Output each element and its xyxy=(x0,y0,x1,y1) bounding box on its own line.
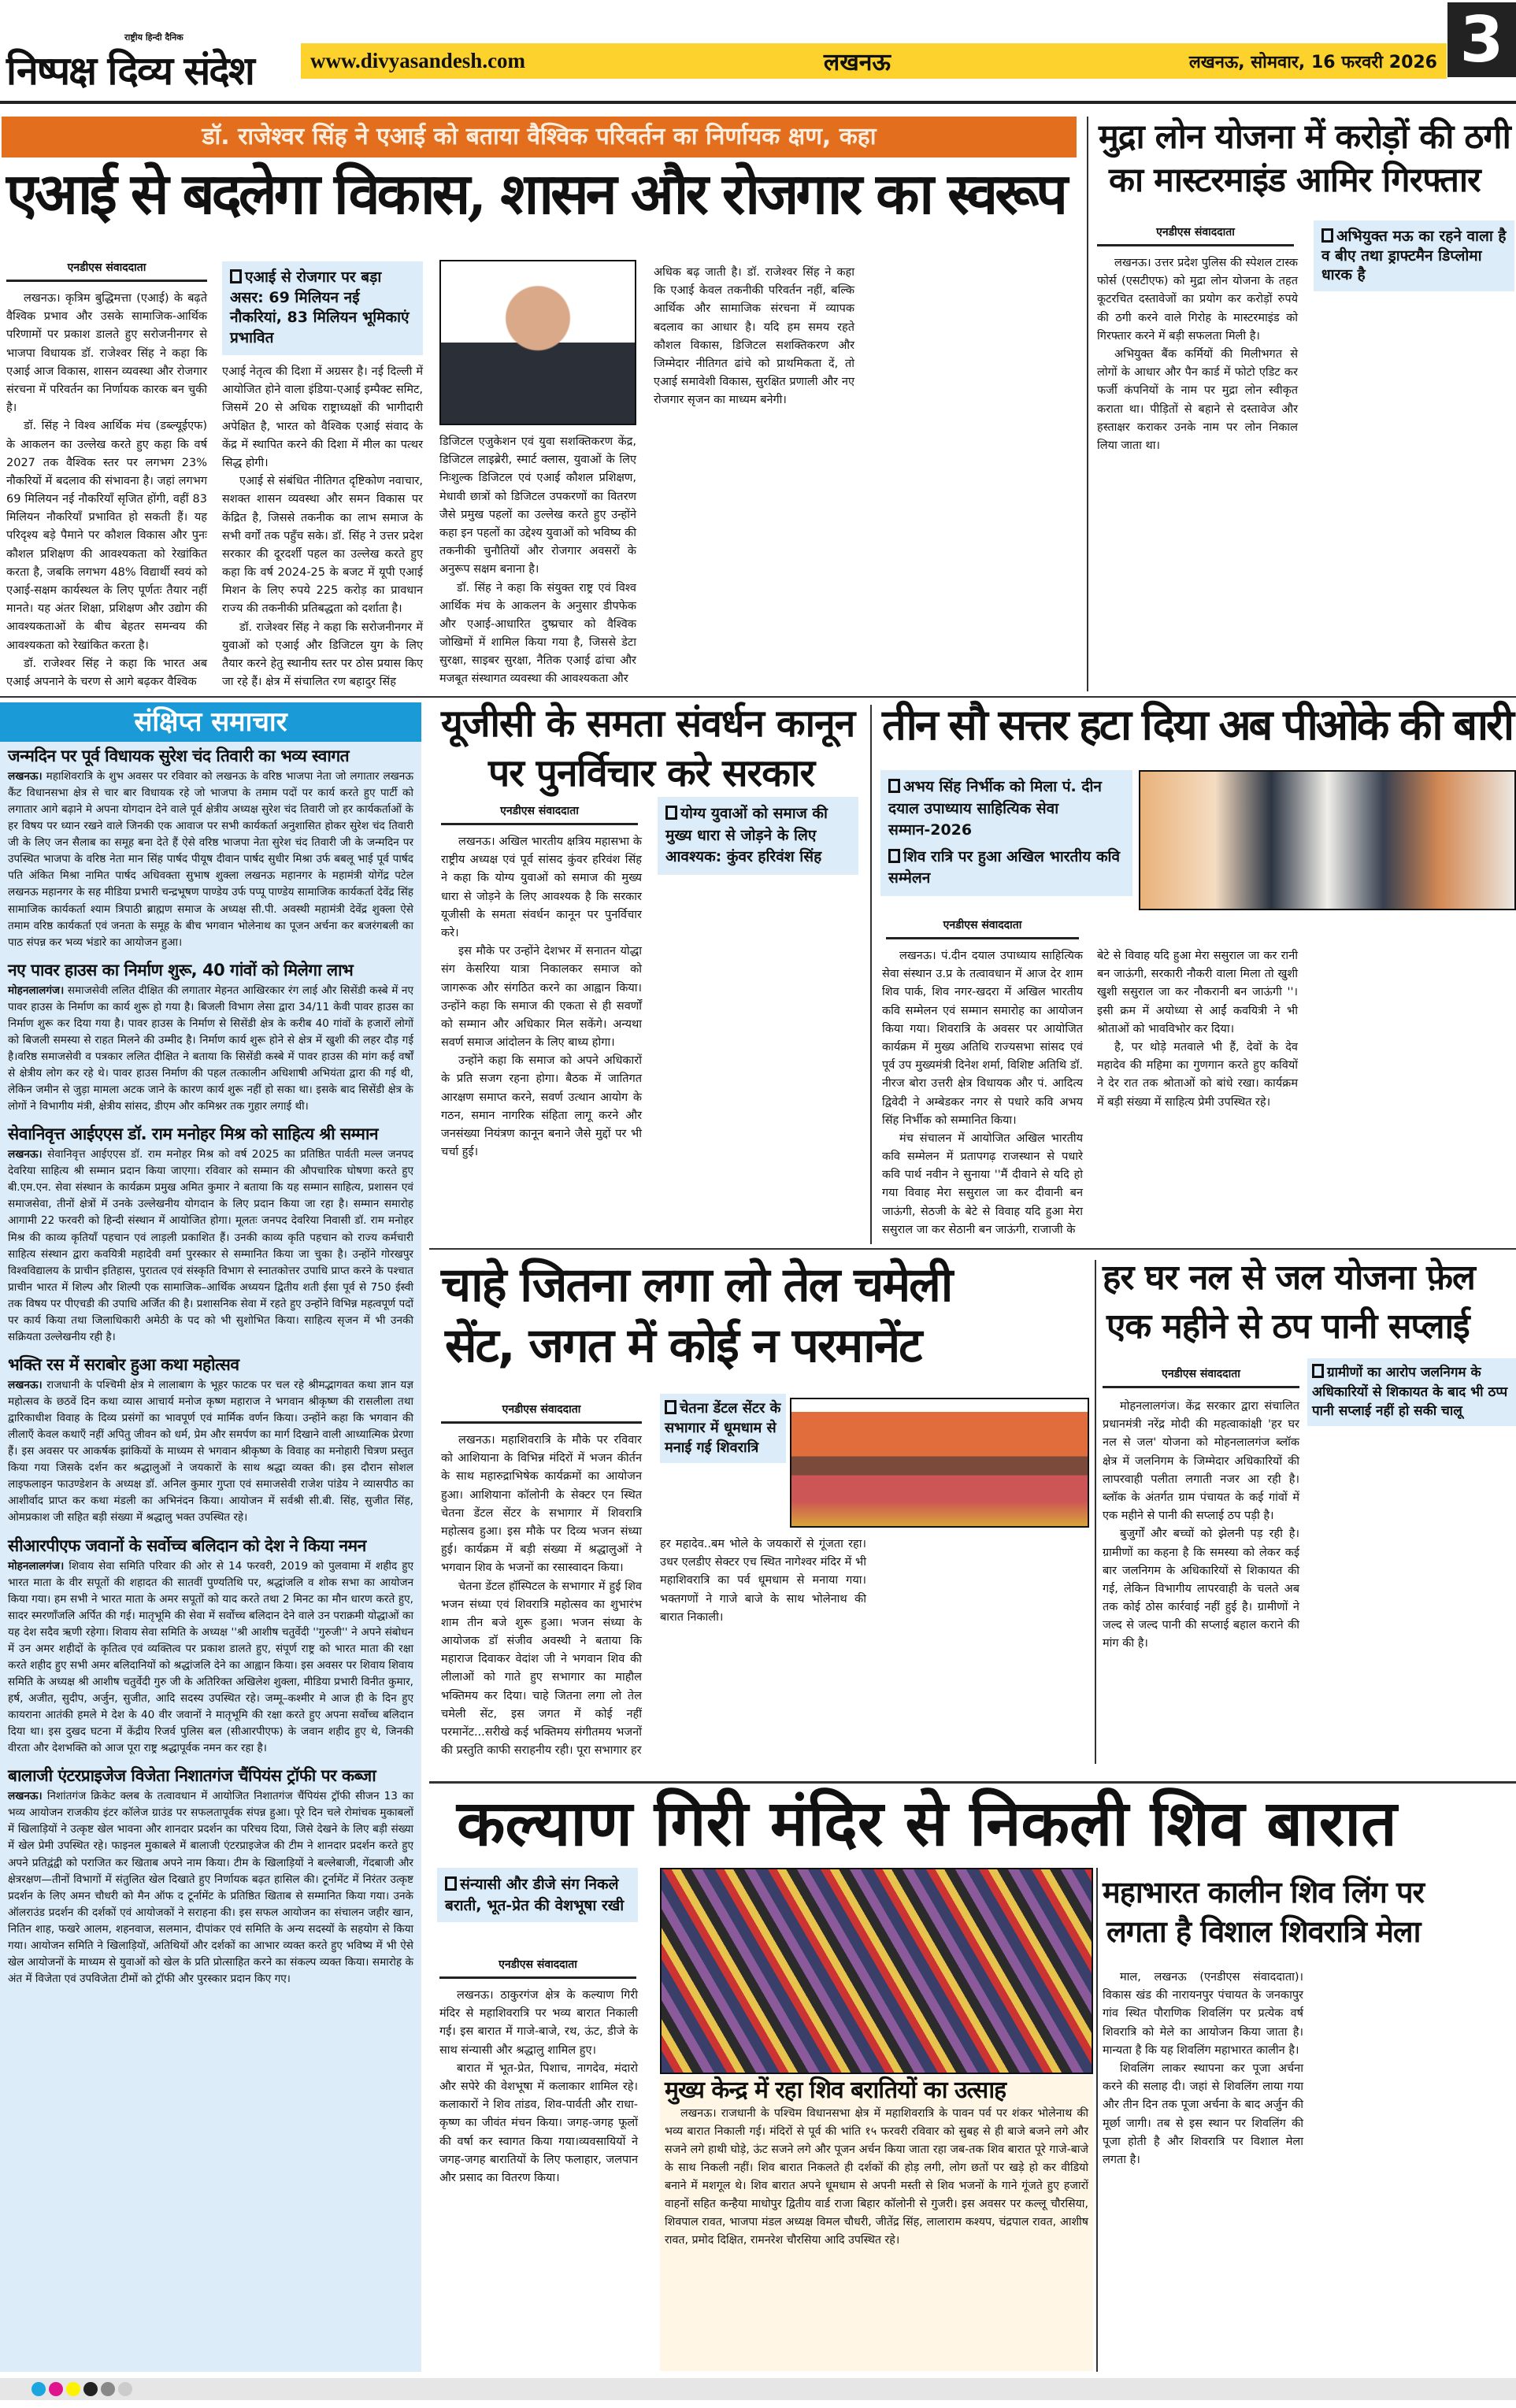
article-paragraph: मंच संचालन में आयोजित अखिल भारतीय कवि सम्मेलन में प्रतापगढ़ राजस्थान से पधारे कवि पार्थ नवीन ने सुनाया ''मैं दीवाने से यदि हो गया विवाह मेरा ससुराल जा कर दीवानी बन जाऊंगी, सेठजी के बेटे से विवाह यदि हुआ मेरा ससुराल जा कर सेठानी बन जाऊंगी, राजाजी के xyxy=(882,1132,1083,1236)
lead-highlight-text: एआई से रोजगार पर बड़ा असर: 69 मिलियन नई नौकरियां, 83 मिलियन भूमिकाएं प्रभावित xyxy=(230,269,410,346)
nal-byline: एनडीएस संवाददाता xyxy=(1103,1366,1299,1388)
mudra-body-column xyxy=(1097,254,1298,691)
brief-text: लखनऊ। महाशिवरात्रि के शुभ अवसर पर रविवार को लखनऊ के वरिष्ठ भाजपा नेता जो लगातार लखनऊ कैंट विधानसभा क्षेत्र से चार बार विधायक रहे जो भाजपा के तमाम पदों पर कार्य करते हुए पार्टी को लगातार आगे बढ़ाने मे अपना योगदान देने वाले पूर्व क्षेत्रीय अध्यक्ष सुरेश चंद तिवारी जो हर कार्यकर्ताओं के हर विषय पर ध्यान रखने वाले जिनकी एक आवाज पर सभी कार्यकर्ता अनुशासित होकर सुरेश चंद तिवारी जी के लिए जन सैलाब का समूह बना देते हैं ऐसे वरिष्ठ भाजपा नेता सुरेश चंद तिवारी जी के जन्मदिन पर उपस्थित भाजपा के वरिष्ठ नेता मान सिंह पार्षद पीयूष दीवान पार्षद सुधीर मिश्रा उर्फ बबलू भाई पूर्व पार्षद पति अंकित मिश्रा नामित पार्षद अधिवक्ता सुभाष शुक्ला लखनऊ महानगर के महामंत्री योगेंद्र पटेल लखनऊ महानगर के सह मीडिया प्रभारी चन्द्रभूषण पाण्डेय उर्फ पप्पू पाण्डेय सामाजिक कार्यकर्ता देवेंद्र सिंह सामाजिक कार्यकर्ता श्याम त्रिपाठी ब्राह्मण समाज के अध्यक्ष सी.पी. अवस्थी महामंत्री देवेंद्र शुक्ला ऐसे तमाम वरिष्ठ कार्यकर्ता एवं जनता के समूह के बीच भगवान भोलेनाथ का पूजन अर्चना कर बजरंगबली का पाठ संपन्न कर भव्य भंडारे का आयोजन हुआ। xyxy=(8,770,413,949)
brief-dateline: लखनऊ। xyxy=(8,1378,43,1391)
lead-body-column xyxy=(6,290,207,691)
registration-dot xyxy=(32,2382,46,2396)
barat-sub-story xyxy=(660,2076,1093,2371)
article-paragraph: डॉ. राजेश्वर सिंह ने कहा कि भारत अब एआई अपनाने के चरण से आगे बढ़कर वैश्विक xyxy=(6,657,207,688)
ugc-byline: एनडीएस संवाददाता xyxy=(441,803,638,825)
mudra-highlight-text: अभियुक्त मऊ का रहने वाला है व बीए तथा ड्राफ्टमैन डिप्लोमा धारक है xyxy=(1321,228,1507,284)
lead-body-column xyxy=(439,433,636,691)
article-paragraph: डॉ. राजेश्वर सिंह ने कहा कि सरोजनीनगर में युवाओं को एआई और डिजिटल युग के लिए तैयार करने हेतु स्थानीय स्तर पर ठोस प्रयास किए जा रहे हैं। क्षेत्र में संचालित रण बहादुर सिंह xyxy=(222,621,423,689)
barat-highlight-text: संन्यासी और डीजे संग निकले बराती, भूत-प्रेत की वेशभूषा रखी xyxy=(445,1876,625,1914)
briefs-header: संक्षिप्त समाचार xyxy=(0,702,421,742)
article-paragraph-continued: डिजिटल एजुकेशन एवं युवा सशक्तिकरण केंद्र, डिजिटल लाइब्रेरी, स्मार्ट क्लास, युवाओं के लिए निःशुल्क डिजिटल एवं एआई कौशल प्रशिक्षण, मेधावी छात्रों को डिजिटल उपकरणों का वितरण जैसे प्रमुख पहलों का उल्लेख करते हुए उन्होंने कहा इन पहलों का उद्देश्य युवाओं को भविष्य की तकनीकी चुनौतियों और रोजगार अवसरों के अनुरूप सक्षम बनाना है। xyxy=(439,435,636,576)
ugc-headline-line2: पर पुनर्विचार करे सरकार xyxy=(488,751,815,795)
column-divider xyxy=(1087,117,1088,691)
article-paragraph: उन्होंने कहा कि समाज को अपने अधिकारों के प्रति सजग रहना होगा। बैठक में जातिगत आरक्षण समाप्त करने, सवर्ण उत्थान आयोग के गठन, समान नागरिक संहिता लागू करने और जनसंख्या नियंत्रण कानून बनाने जैसे मुद्दों पर भी चर्चा हुई। xyxy=(441,1054,642,1159)
registration-dot xyxy=(101,2382,115,2396)
bullet-square-icon xyxy=(665,1400,676,1414)
pok-headline: तीन सौ सत्तर हटा दिया अब पीओके की बारी xyxy=(882,700,1512,750)
brief-item xyxy=(0,1532,421,1762)
barat-body-column xyxy=(439,1987,638,2372)
mudra-body-column xyxy=(1314,299,1514,691)
bullet-square-icon xyxy=(888,849,900,863)
brief-dateline: मोहनलालगंज। xyxy=(8,984,65,997)
brief-text: मोहनलालगंज। शिवाय सेवा समिति परिवार की ओर से 14 फरवरी, 2019 को पुलवामा में शहीद हुए भारत माता के वीर सपूतों की शहादत की सातवीं पुण्यतिथि पर, श्रद्धांजलि व शोक सभा का आयोजन किया गया। हम सभी ने भारत माता के अमर सपूतों को याद करते तथा 2 मिनट का मौन धारण करते हुए, सादर स्मरणाँजलि अर्पित की गई। मातृभूमि की सेवा में सर्वोच्च बलिदान देने वाले उन पराक्रमी योद्धाओं का यह देश सदैव ऋणी रहेगा। शिवाय सेवा समिति के अध्यक्ष ''श्री आशीष चतुर्वेदी ''गुरुजी'' ने अपने संबोधन में उन अमर शहीदों के कृतित्व एवं व्यक्तित्व पर प्रकाश डालते हुए, संपूर्ण राष्ट्र को भारत माता की रक्षा करते शहीद हुए सभी अमर बलिदानियों को श्रद्धांजलि देने का आह्वान किया। इस अवसर पर शिवाय शिवाय समिति के अध्यक्ष श्री आशीष चतुर्वेदी गुरु जी के अतिरिक्त अखिलेश शुक्ला, मीडिया प्रभारी विनीत कुमार, हर्ष, अजीत, सुदीप, अर्जुन, सुजीत, आदि सदस्य उपस्थित रहे। जम्मू–कश्मीर मे आज ही के दिन हुए कायराना आतंकी हमले मे देश के 40 वीर जवानों ने मातृभूमि की रक्षा करते हुए अपना सर्वोच्च बलिदान दिया था। इस दुखद घटना में केंद्रीय रिजर्व पुलिस बल (सीआरपीएफ) के जवान शहीद हुए थे, जिनकी वीरता और देशभक्ति को आज पूरा राष्ट्र श्रद्धापूर्वक नमन कर रहा है। xyxy=(8,1559,413,1755)
article-paragraph: एआई से संबंधित नीतिगत दृष्टिकोण नवाचार, सशक्त शासन व्यवस्था और समन विकास पर केंद्रित है, जिससे तकनीक का लाभ समाज के सभी वर्गों तक पहुँच सके। डॉ. सिंह ने उत्तर प्रदेश सरकार की दूरदर्शी पहल का उल्लेख करते हुए कहा कि वर्ष 2024-25 के बजट में यूपी एआई मिशन के लिए रुपये 225 करोड़ का प्रावधान राज्य की तकनीकी प्रतिबद्धता को दर्शाता है। xyxy=(222,475,423,616)
mahabharat-body-column xyxy=(1103,1969,1303,2372)
mahabharat-body-column xyxy=(1315,1969,1516,2372)
article-paragraph-continued: एआई नेतृत्व की दिशा में अग्रसर है। नई दिल्ली में आयोजित होने वाला इंडिया-एआई इम्पैक्ट समिट, जिसमें 20 से अधिक राष्ट्राध्यक्षों की भागीदारी अपेक्षित है, भारत को वैश्विक एआई संवाद के केंद्र में स्थापित करने की दिशा में मील का पत्थर सिद्ध होगी। xyxy=(222,365,423,469)
article-paragraph: बुजुर्गों और बच्चों को झेलनी पड़ रही है।ग्रामीणों का कहना है कि समस्या को लेकर कई बार जलनिगम के अधिकारियों से शिकायत की गई, लेकिन विभागीय लापरवाही के चलते अब तक कोई ठोस कार्रवाई नहीं हुई है। ग्रामीणों ने जल्द से जल्द पानी की सप्लाई बहाल कराने की मांग की है। xyxy=(1103,1528,1299,1650)
mudra-headline-line2: का मास्टरमाइंड आमिर गिरफ्तार xyxy=(1109,161,1481,200)
brief-dateline: लखनऊ। xyxy=(8,1148,43,1161)
brief-dateline: लखनऊ। xyxy=(8,770,43,783)
brief-headline: बालाजी एंटरप्राइजेज विजेता निशातगंज चैंपियंस ट्रॉफी पर कब्जा xyxy=(8,1766,376,1786)
brief-item xyxy=(0,742,421,956)
nal-highlight-text: ग्रामीणों का आरोप जलनिगम के अधिकारियों से शिकायत के बाद भी ठप्प पानी सप्लाई नहीं हो सकी चालू xyxy=(1312,1365,1508,1420)
lead-kicker: डॉ. राजेश्वर सिंह ने एआई को बताया वैश्विक परिवर्तन का निर्णायक क्षण, कहा xyxy=(2,117,1077,157)
brief-item xyxy=(0,1350,421,1532)
website-link[interactable]: www.divyasandesh.com xyxy=(310,49,526,72)
brief-item xyxy=(0,1762,421,1992)
ugc-body-column xyxy=(441,833,642,1243)
mahabharat-headline-line1: महाभारत कालीन शिव लिंग पर xyxy=(1103,1875,1425,1910)
pok-highlight-box xyxy=(880,770,1132,896)
lead-body-column xyxy=(222,363,423,691)
mudra-headline-line1: मुद्रा लोन योजना में करोड़ों की ठगी xyxy=(1099,117,1510,157)
article-paragraph: चेतना डेंटल हॉस्पिटल के सभागार में हुई शिव भजन संध्या एवं शिवरात्रि महोत्सव का शुभारंभ शाम तीन बजे शुरू हुआ। भजन संध्या के आयोजक डॉ संजीव अवस्थी ने बताया कि महाराज दिवाकर वेदांश जी ने भगवान शिव की लीलाओं को गाते हुए सभागार का माहौल भक्तिमय कर दिया। चाहे जितना लगा लो तेल चमेली सेंट, इस जगत में कोई नहीं परमानेंट...सरीखे कई भक्तिमय संगीतमय भजनों की प्रस्तुति काफी सराहनीय रही। पूरा सभागार हर xyxy=(441,1580,642,1758)
bullet-square-icon xyxy=(230,269,242,283)
brief-item xyxy=(0,956,421,1121)
article-paragraph: लखनऊ। उत्तर प्रदेश पुलिस की स्पेशल टास्क फोर्स (एसटीएफ) को मुद्रा लोन योजना के तहत कूटरचित दस्तावेजों का प्रयोग कर करोड़ों रुपये की ठगी करने वाले गिरोह के मास्टरमाइंड को गिरफ्तार करने में बड़ी सफलता मिली है। xyxy=(1097,257,1298,343)
logo-text: निष्पक्ष दिव्य संदेश xyxy=(6,47,254,94)
brief-text: मोहनलालगंज। समाजसेवी ललित दीक्षित की लगातार मेहनत आखिरकार रंग लाई और सिसेंडी कस्बे में नए पावर हाउस के निर्माण का कार्य शुरू हो गया है। बिजली विभाग लेसा द्वारा 34/11 केवी पावर हाउस का निर्माण शुरू कर दिया गया है। पावर हाउस के निर्माण से सिसेंडी क्षेत्र के करीब 40 गांवों के हजारों लोगों को बिजली समस्या से राहत मिलने की उम्मीद है। निर्माण कार्य शुरू होने से क्षेत्र में खुशी की लहर दौड़ गई है।वरिष्ठ समाजसेवी व पत्रकार ललित दीक्षित ने बताया कि सिसेंडी कस्बे में पावर हाउस की मांग कई वर्षों से क्षेत्रीय लोग कर रहे थे। पावर हाउस निर्माण की पहल तत्कालीन अधिशाषी अभियंता द्वारा की गई थी, लेकिन जमीन से जुड़ा मामला अटक जाने के कारण कार्य शुरू नहीं हो सका था। इसके बाद सिसेंडी क्षेत्र के लोगों ने विभागीय मंत्री, क्षेत्रीय सांसद, डीएम और कमिश्नर तक गुहार लगाई थी। xyxy=(8,984,413,1113)
brief-headline: सीआरपीएफ जवानों के सर्वोच्च बलिदान को देश ने किया नमन xyxy=(8,1536,366,1555)
chameli-byline: एनडीएस संवाददाता xyxy=(441,1402,642,1424)
nal-headline-line1: हर घर नल से जल योजना फ़ेल xyxy=(1103,1258,1475,1298)
page-number: 3 xyxy=(1447,2,1516,77)
mudra-highlight-box xyxy=(1314,220,1514,291)
mudra-byline: एनडीएस संवाददाता xyxy=(1097,224,1294,246)
article-paragraph: डॉ. सिंह ने कहा कि संयुक्त राष्ट्र एवं विश्व आर्थिक मंच के आकलन के अनुसार डीपफेक और एआई-आधारित दुष्प्रचार को वैश्विक जोखिमों में शामिल किया गया है, जिससे डेटा सुरक्षा, साइबर सुरक्षा, नैतिक एआई ढांचा और मजबूत संस्थागत व्यवस्था की आवश्यकता और xyxy=(439,581,636,686)
bullet-square-icon xyxy=(445,1876,457,1891)
masthead-divider xyxy=(0,101,1516,104)
newspaper-logo xyxy=(6,31,290,98)
award-ceremony-photo xyxy=(1139,770,1516,910)
pok-highlight-1: अभय सिंह निर्भीक को मिला पं. दीन दयाल उपाध्याय साहित्यिक सेवा सम्मान-2026 xyxy=(888,778,1102,839)
print-registration-marks xyxy=(32,2382,132,2396)
article-paragraph: माल, लखनऊ (एनडीएस संवाददाता)। विकास खंड की नारायनपुर पंचायत के जनकापुर गांव स्थित पौराणिक शिवलिंग पर प्रत्येक वर्ष शिवरात्रि को मेले का आयोजन किया जाता है। मान्यता है कि यह शिवलिंग महाभारत कालीन है। xyxy=(1103,1971,1303,2057)
section-divider xyxy=(0,696,1516,698)
ugc-headline-line1: यूजीसी के समता संवर्धन कानून xyxy=(441,702,855,746)
chameli-body-column xyxy=(882,1536,1089,1776)
chameli-highlight-box xyxy=(660,1394,786,1463)
brief-headline: जन्मदिन पर पूर्व विधायक सुरेश चंद तिवारी का भव्य स्वागत xyxy=(8,746,350,765)
barat-byline: एनडीएस संवाददाता xyxy=(439,1957,636,1979)
ugc-highlight-text: योग्य युवाओं को समाज की मुख्य धारा से जोड़ने के लिए आवश्यक: कुंवर हरिवंश सिंह xyxy=(665,805,828,866)
masthead-band xyxy=(301,43,1447,79)
barat-sub-headline: मुख्य केन्द्र में रहा शिव बरातियों का उत्साह xyxy=(665,2076,1006,2104)
brief-text: लखनऊ। सेवानिवृत्त आईएएस डॉ. राम मनोहर मिश्र को वर्ष 2025 का प्रतिष्ठित पार्वती मल्ल जनपद देवरिया साहित्य श्री सम्मान प्रदान किया जाएगा। रविवार को सम्मान की औपचारिक घोषणा करते हुए बी.एम.एन. सेवा संस्थान के कार्यक्रम प्रमुख अमित कुमार ने बताया कि यह सम्मान साहित्य, प्रशासन एवं समाजसेवा, तीनों क्षेत्रों में उनके उल्लेखनीय योगदान के लिए प्रदान किया जा रहा है। सम्मान समारोह आगामी 22 फरवरी को हिन्दी संस्थान में आयोजित होगा। मूलतः जनपद देवरिया निवासी डॉ. राम मनोहर मिश्र की काव्य कृतियाँ पहचान एवं लाड़ली प्रकाशित हैं। उनकी काव्य कृति पहचान को राज्य कर्मचारी साहित्य संस्थान द्वारा कवयित्री महादेवी वर्मा पुरस्कार से सम्मानित किया जा चुका है। उन्होंने गोरखपुर विश्वविद्यालय के प्राचीन इतिहास, पुरातत्व एवं संस्कृति विभाग से स्नातकोत्तर उपाधि प्राप्त करने के पश्चात प्राचीन भारत में शिल्प और शिल्पी एक सामाजिक–आर्थिक अध्ययन द्वितीय शती ईसा पूर्व से 750 ईस्वी तक विषय पर पीएचडी की उपाधि अर्जित की है। प्रशासनिक सेवा में रहते हुए उन्होंने विभिन्न महत्वपूर्ण पदों पर कार्य किया तथा जिलाधिकारी अमेठी के पद को भी सुशोभित किया। साहित्य सृजन में भी उनकी सक्रियता उल्लेखनीय रही है। xyxy=(8,1148,413,1343)
column-divider xyxy=(1095,1260,1096,1764)
brief-text: लखनऊ। राजधानी के पश्चिमी क्षेत्र मे लालाबाग के भूहर फाटक पर चल रहे श्रीमद्भागवत कथा ज्ञान यज्ञ महोत्सव के छठवें दिन कथा व्यास आचार्य मनोज कृष्ण महाराज ने भगवान श्रीकृष्ण की रासलीला तथा द्वारिकाधीश विवाह के दिव्य प्रसंगों का भावपूर्ण एवं मार्मिक वर्णन किया। उन्होंने कहा कि भगवान की लीलाएँ केवल कथाएँ नहीं अपितु जीवन को धर्म, प्रेम और समर्पण का मार्ग दिखाने वाली आध्यात्मिक प्रेरणा हैं। इस अवसर पर आकर्षक झांकियों के माध्यम से भगवान श्रीकृष्ण के विवाह का मनोहारी चित्रण प्रस्तुत किया गया जिसके दर्शन कर श्रद्धालुओं ने जयकारों के साथ श्रद्धा व्यक्त की। इस दौरान सोशल लाइफलाइन फाउण्डेशन के अध्यक्ष डॉ. अनिल कुमार गुप्ता एवं समाजसेवी राजेश पांडेय ने व्यासपीठ का आशीर्वाद प्राप्त कर कथा मंडली का अभिनंदन किया। आयोजन में सर्वश्री सी.बी. सिंह, सुजीत सिंह, ओमप्रकाश जी सहित बड़ी संख्या में श्रद्धालु भक्त उपस्थित रहे। xyxy=(8,1378,413,1524)
brief-item xyxy=(0,1120,421,1350)
article-paragraph: लखनऊ। ठाकुरगंज क्षेत्र के कल्याण गिरी मंदिर से महाशिवरात्रि पर भव्य बारात निकाली गई। इस बारात में गाजे-बाजे, रथ, ऊंट, डीजे के साथ संन्यासी और श्रद्धालु शामिल हुए। xyxy=(439,1989,638,2057)
barat-highlight-box xyxy=(437,1868,638,1922)
article-paragraph: बारात में भूत-प्रेत, पिशाच, नागदेव, मंदारो और सपेरे की वेशभूषा में कलाकार शामिल रहे।कलाकारों ने शिव तांडव, शिव-पार्वती और राधा-कृष्ण का जीवंत मंचन किया। जगह-जगह फूलों की वर्षा कर स्वागत किया गया।व्यवसायियों ने जगह-जगह बारातियों के लिए फलाहार, जलपान और प्रसाद का वितरण किया। xyxy=(439,2062,638,2184)
ugc-highlight-box xyxy=(658,797,858,875)
brief-headline: नए पावर हाउस का निर्माण शुरू, 40 गांवों को मिलेगा लाभ xyxy=(8,960,354,980)
article-paragraph: लखनऊ। महाशिवरात्रि के मौके पर रविवार को आशियाना के विभिन्न मंदिरों में भजन कीर्तन के साथ महारुद्राभिषेक कार्यक्रमों का आयोजन हुआ। आशियाना कॉलोनी के सेक्टर एन स्थित चेतना डेंटल सेंटर के सभागार में शिवरात्रि महोत्सव हुआ। इस मौके पर दिव्य भजन संध्या हुई। कार्यक्रम में बड़ी संख्या में श्रद्धालुओं ने भगवान शिव के भजनों का रसास्वादन किया। xyxy=(441,1434,642,1575)
pok-highlight-2: शिव रात्रि पर हुआ अखिल भारतीय कवि सम्मेलन xyxy=(888,847,1121,887)
nal-body-column xyxy=(1103,1398,1299,1773)
bullet-square-icon xyxy=(1312,1364,1324,1378)
registration-dot xyxy=(49,2382,63,2396)
lead-body-column xyxy=(654,264,854,691)
section-divider xyxy=(429,1781,1516,1784)
section-divider xyxy=(429,1248,1516,1250)
article-paragraph: मोहनलालगंज। केंद्र सरकार द्वारा संचालित प्रधानमंत्री नरेंद्र मोदी की महत्वाकांक्षी 'हर घर नल से जल' योजना को मोहनलालगंज ब्लॉक क्षेत्र में जलनिगम के जिम्मेदार अधिकारियों की लापरवाही पलीता लगाती नजर आ रही है। ब्लॉक के अंतर्गत ग्राम पंचायत के कई गांवों में एक महीने से पानी की सप्लाई ठप पड़ी है। xyxy=(1103,1400,1299,1523)
lead-byline: एनडीएस संवाददाता xyxy=(6,260,207,282)
article-paragraph: है, पर थोड़े मतवाले भी हैं, देवों के देव महादेव की महिमा का गुणगान करते हुए कवियों ने देर रात तक श्रोताओं को बांधे रखा। कार्यक्रम में बड़ी संख्या में साहित्य प्रेमी उपस्थित रहे। xyxy=(1097,1040,1298,1109)
chameli-headline-line1: चाहे जितना लगा लो तेल चमेली xyxy=(441,1258,952,1313)
article-paragraph: लखनऊ। कृत्रिम बुद्धिमत्ता (एआई) के बढ़ते वैश्विक प्रभाव और उसके सामाजिक-आर्थिक परिणामों पर प्रकाश डालते हुए सरोजनीनगर से भाजपा विधायक डॉ. राजेश्वर सिंह ने कहा कि एआई आज विकास, शासन व्यवस्था और रोजगार संरचना में परिवर्तन का निर्णायक कारक बन चुकी है। xyxy=(6,292,207,415)
pok-body-column xyxy=(1314,947,1516,1243)
brief-dateline: लखनऊ। xyxy=(8,1790,43,1803)
lead-body-column xyxy=(876,264,1077,691)
nal-body-column xyxy=(1314,1434,1516,1773)
article-paragraph: डॉ. सिंह ने विश्व आर्थिक मंच (डब्ल्यूईएफ) के आकलन का उल्लेख करते हुए कहा कि वर्ष 2027 तक वैश्विक स्तर पर लगभग 23% नौकरियों में बदलाव की संभावना है। जहां लगभग 69 मिलियन नई नौकरियाँ सृजित होंगी, वहीं 83 मिलियन नौकरियाँ प्रभावित हो सकती हैं। यह परिदृश्य बड़े पैमाने पर कौशल विकास और पुनः कौशल प्रशिक्षण की आवश्यकता को रेखांकित करता है, जबकि लगभग 48% विद्यार्थी स्वयं को एआई-सक्षम कार्यस्थल के लिए पूर्णतः तैयार नहीं मानते। यह अंतर शिक्षा, प्रशिक्षण और उद्योग की आवश्यकताओं के बीच बेहतर समन्वय की आवश्यकता को रेखांकित करता है। xyxy=(6,420,207,652)
brief-text: लखनऊ। निशांतगंज क्रिकेट क्लब के तत्वावधान में आयोजित निशातगंज चैंपियंस ट्रॉफी सीजन 13 का भव्य आयोजन राजकीय इंटर कॉलेज ग्राउंड पर सफलतापूर्वक संपन्न हुआ। पूरे दिन चले रोमांचक मुकाबलों में खिलाड़ियों ने उत्कृष्ट खेल भावना और शानदार प्रदर्शन का परिचय दिया, जिसे देखने के लिए बड़ी संख्या में खेल प्रेमी उपस्थित रहे। फाइनल मुकाबले में बालाजी एंटरप्राइजेज की टीम ने शानदार प्रदर्शन करते हुए अपने प्रतिद्वंद्वी को पराजित कर खिताब अपने नाम किया। टीम के खिलाड़ियों ने बल्लेबाजी, गेंदबाजी और क्षेत्ररक्षण—तीनों विभागों में संतुलित खेल दिखाते हुए निर्णायक बढ़त हासिल की। टूर्नामेंट में निरंतर उत्कृष्ट प्रदर्शन के लिए अमन चौधरी को मैन ऑफ द टूर्नामेंट के प्रतिष्ठित खिताब से सम्मानित किया गया। उनके ऑलराउंड प्रदर्शन की दर्शकों एवं आयोजकों ने सराहना की। इस सफल आयोजन का संचालन जहीर खान, नितिन शाह, फखरे आलम, शहनवाज, सलमान, दीपांकर एवं समिति के अन्य सदस्यों के सहयोग से किया गया। आयोजन समिति ने खिलाड़ियों, अतिथियों और दर्शकों का आभार व्यक्त करते हुए भविष्य में भी ऐसे खेल आयोजनों के माध्यम से युवाओं को खेल के प्रति प्रोत्साहित करने का संकल्प व्यक्त किया। समारोह के अंत में विजेता एवं उपविजेता टीमों को ट्रॉफी और पुरस्कार प्रदान किए गए। xyxy=(8,1790,414,1985)
briefs-sidebar xyxy=(0,702,421,2372)
article-paragraph: लखनऊ। पं.दीन दयाल उपाध्याय साहित्यिक सेवा संस्थान उ.प्र के तत्वावधान में आज देर शाम शिव पार्क, शिव नगर-खदरा में अखिल भारतीय कवि सम्मेलन एवं सम्मान समारोह का आयोजन किया गया। शिवरात्रि के अवसर पर आयोजित कार्यक्रम में मुख्य अतिथि राज्यसभा सांसद एवं पूर्व उप मुख्यमंत्री दिनेश शर्मा, विशिष्ट अतिथि डॉ. नीरज बोरा उत्तरी क्षेत्र विधायक और पं. आदित्य द्विवेदी ने अम्बेडकर नगर से पधारे कवि अभय सिंह निर्भीक को सम्मानित किया। xyxy=(882,950,1083,1127)
shivratri-event-photo xyxy=(790,1398,1089,1528)
chameli-body-column xyxy=(441,1432,642,1776)
pok-body-column xyxy=(882,947,1083,1243)
bullet-square-icon xyxy=(1321,228,1333,243)
print-footer-strip xyxy=(0,2378,1516,2400)
pok-byline: एनडीएस संवाददाता xyxy=(886,917,1079,939)
article-paragraph-continued: हर महादेव..बम भोले के जयकारों से गूंजता रहा। उधर एलडीए सेक्टर एच स्थित नागेश्वर मंदिर में भी महाशिवरात्रि का पर्व धूमधाम से मनाया गया। भक्तगणों ने गाजे बाजे के साथ भोलेनाथ की बारात निकाली। xyxy=(660,1538,866,1624)
lead-highlight-box xyxy=(222,261,423,355)
edition-city: लखनऊ xyxy=(823,49,891,76)
registration-dot xyxy=(66,2382,80,2396)
article-paragraph: लखनऊ। अखिल भारतीय क्षत्रिय महासभा के राष्ट्रीय अध्यक्ष एवं पूर्व सांसद कुंवर हरिवंश सिंह ने कहा कि योग्य युवाओं को समाज की मुख्य धारा से जोड़ने के लिए आवश्यक है कि सरकार यूजीसी के समता संवर्धन कानून पर पुनर्विचार करे। xyxy=(441,835,642,939)
chameli-headline-line2: सेंट, जगत में कोई न परमानेंट xyxy=(445,1318,921,1373)
barat-sub-text: लखनऊ। राजधानी के पश्चिम विधानसभा क्षेत्र में महाशिवरात्रि के पावन पर्व पर शंकर भोलेनाथ की भव्य बारात निकाली गई। मंदिरों से पूर्व की भांति १५ फरवरी रविवार को सुबह से ही बाजे बजने लगे और सजने लगे हाथी घोड़े, ऊंट सजने लगे और पूजन अर्चन किया जाता रहा जब-तक शिव बारात पूरे गाजे-बाजे के साथ निकली नहीं। शिव बारात निकलते ही दर्शकों की होड़ लगी, लोग छतों पर खड़े हो कर वीडियो बनाने में मशगूल थे। शिव बारात अपने धूमधाम से अपनी मस्ती से शिव भजनों के गाने गूंजते हुए हजारों वाहनों सहित कन्हैया माधोपुर द्वितीय वार्ड राजा बिहार कॉलोनी से गुजरी। इस अवसर पर कल्लू चौरसिया, शिवपाल रावत, भाजपा मंडल अध्यक्ष विमल चौधरी, जीतेंद्र सिंह, लालाराम कश्यप, चंद्रपाल रावत, आशीष रावत, प्रमोद दिक्षित, रामनरेश चौरसिया आदि उपस्थित रहे। xyxy=(665,2106,1088,2247)
article-paragraph-continued: बेटे से विवाह यदि हुआ मेरा ससुराल जा कर रानी बन जाऊंगी, सरकारी नौकरी वाला मिला तो खुशी खुशी ससुराल जा कर नौकरानी बन जाऊंगी ''। इसी क्रम में अयोध्या से आईं कवयित्री ने भी श्रोताओं को भावविभोर कर दिया। xyxy=(1097,950,1298,1035)
bullet-square-icon xyxy=(665,806,677,820)
nal-headline-line2: एक महीने से ठप पानी सप्लाई xyxy=(1106,1306,1470,1347)
article-paragraph-continued: अधिक बढ़ जाती है। डॉ. राजेश्वर सिंह ने कहा कि एआई केवल तकनीकी परिवर्तन नहीं, बल्कि आर्थिक और सामाजिक संरचना में व्यापक बदलाव का आधार है। यदि हम समय रहते कौशल विकास, डिजिटल सशक्तिकरण और जिम्मेदार नीतिगत ढांचे को प्राथमिकता दें, तो एआई समावेशी विकास, सुरक्षित प्रणाली और नए रोजगार सृजन का माध्यम बनेगी। xyxy=(654,266,854,407)
column-divider xyxy=(870,705,872,1244)
article-paragraph: अभियुक्त बैंक कर्मियों की मिलीभगत से लोगों के आधार और पैन कार्ड में फोटो एडिट कर फर्जी कंपनियों के नाम पर मुद्रा लोन स्वीकृत कराता था। पीड़ितों से बहाने से दस्तावेज और हस्ताक्षर कराकर उनके नाम पर लोन निकाल लिया जाता था। xyxy=(1097,347,1298,452)
brief-dateline: मोहनलालगंज। xyxy=(8,1559,65,1573)
chameli-highlight-text: चेतना डेंटल सेंटर के सभागार में धूमधाम से मनाई गई शिवरात्रि xyxy=(665,1400,781,1457)
article-paragraph: इस मौके पर उन्होंने देशभर में सनातन योद्धा संग केसरिया यात्रा निकालकर समाज को जागरूक और संगठित करने का आह्वान किया। उन्होंने कहा कि समाज की एकता से ही सवर्णों को सम्मान और अधिकार मिल सकेंगे। अन्यथा सवर्ण समाज आंदोलन के लिए बाध्य होगा। xyxy=(441,945,642,1050)
brief-headline: सेवानिवृत्त आईएएस डॉ. राम मनोहर मिश्र को साहित्य श्री सम्मान xyxy=(8,1124,379,1144)
bullet-square-icon xyxy=(888,779,900,793)
logo-tagline: राष्ट्रीय हिन्दी दैनिक xyxy=(124,32,183,43)
brief-headline: भक्ति रस में सराबोर हुआ कथा महोत्सव xyxy=(8,1354,239,1374)
barat-headline: कल्याण गिरी मंदिर से निकली शिव बारात xyxy=(457,1787,1397,1860)
lead-headline: एआई से बदलेगा विकास, शासन और रोजगार का स्वरूप xyxy=(6,160,1065,227)
dateline: लखनऊ, सोमवार, 16 फरवरी 2026 xyxy=(1188,52,1437,72)
registration-dot xyxy=(83,2382,98,2396)
shiv-barat-crowd-photo xyxy=(660,1868,1093,2074)
mahabharat-headline-line2: लगता है विशाल शिवरात्रि मेला xyxy=(1106,1914,1421,1949)
nal-highlight-box xyxy=(1307,1358,1516,1426)
column-divider xyxy=(1096,1868,1098,2372)
ugc-body-column xyxy=(658,883,858,1243)
registration-dot xyxy=(118,2382,132,2396)
lead-photo xyxy=(439,260,636,425)
pok-body-column xyxy=(1097,947,1298,1243)
chameli-body-column xyxy=(660,1536,866,1776)
article-paragraph: शिवलिंग लाकर स्थापना कर पूजा अर्चना करने की सलाह दी। जहां से शिवलिंग लाया गया और तीन दिन तक पूजा अर्चना के बाद अर्जुन की मूर्छा जागी। तब से इस स्थान पर शिवलिंग की पूजा होती है और शिवरात्रि पर विशाल मेला लगता है। xyxy=(1103,2062,1303,2166)
